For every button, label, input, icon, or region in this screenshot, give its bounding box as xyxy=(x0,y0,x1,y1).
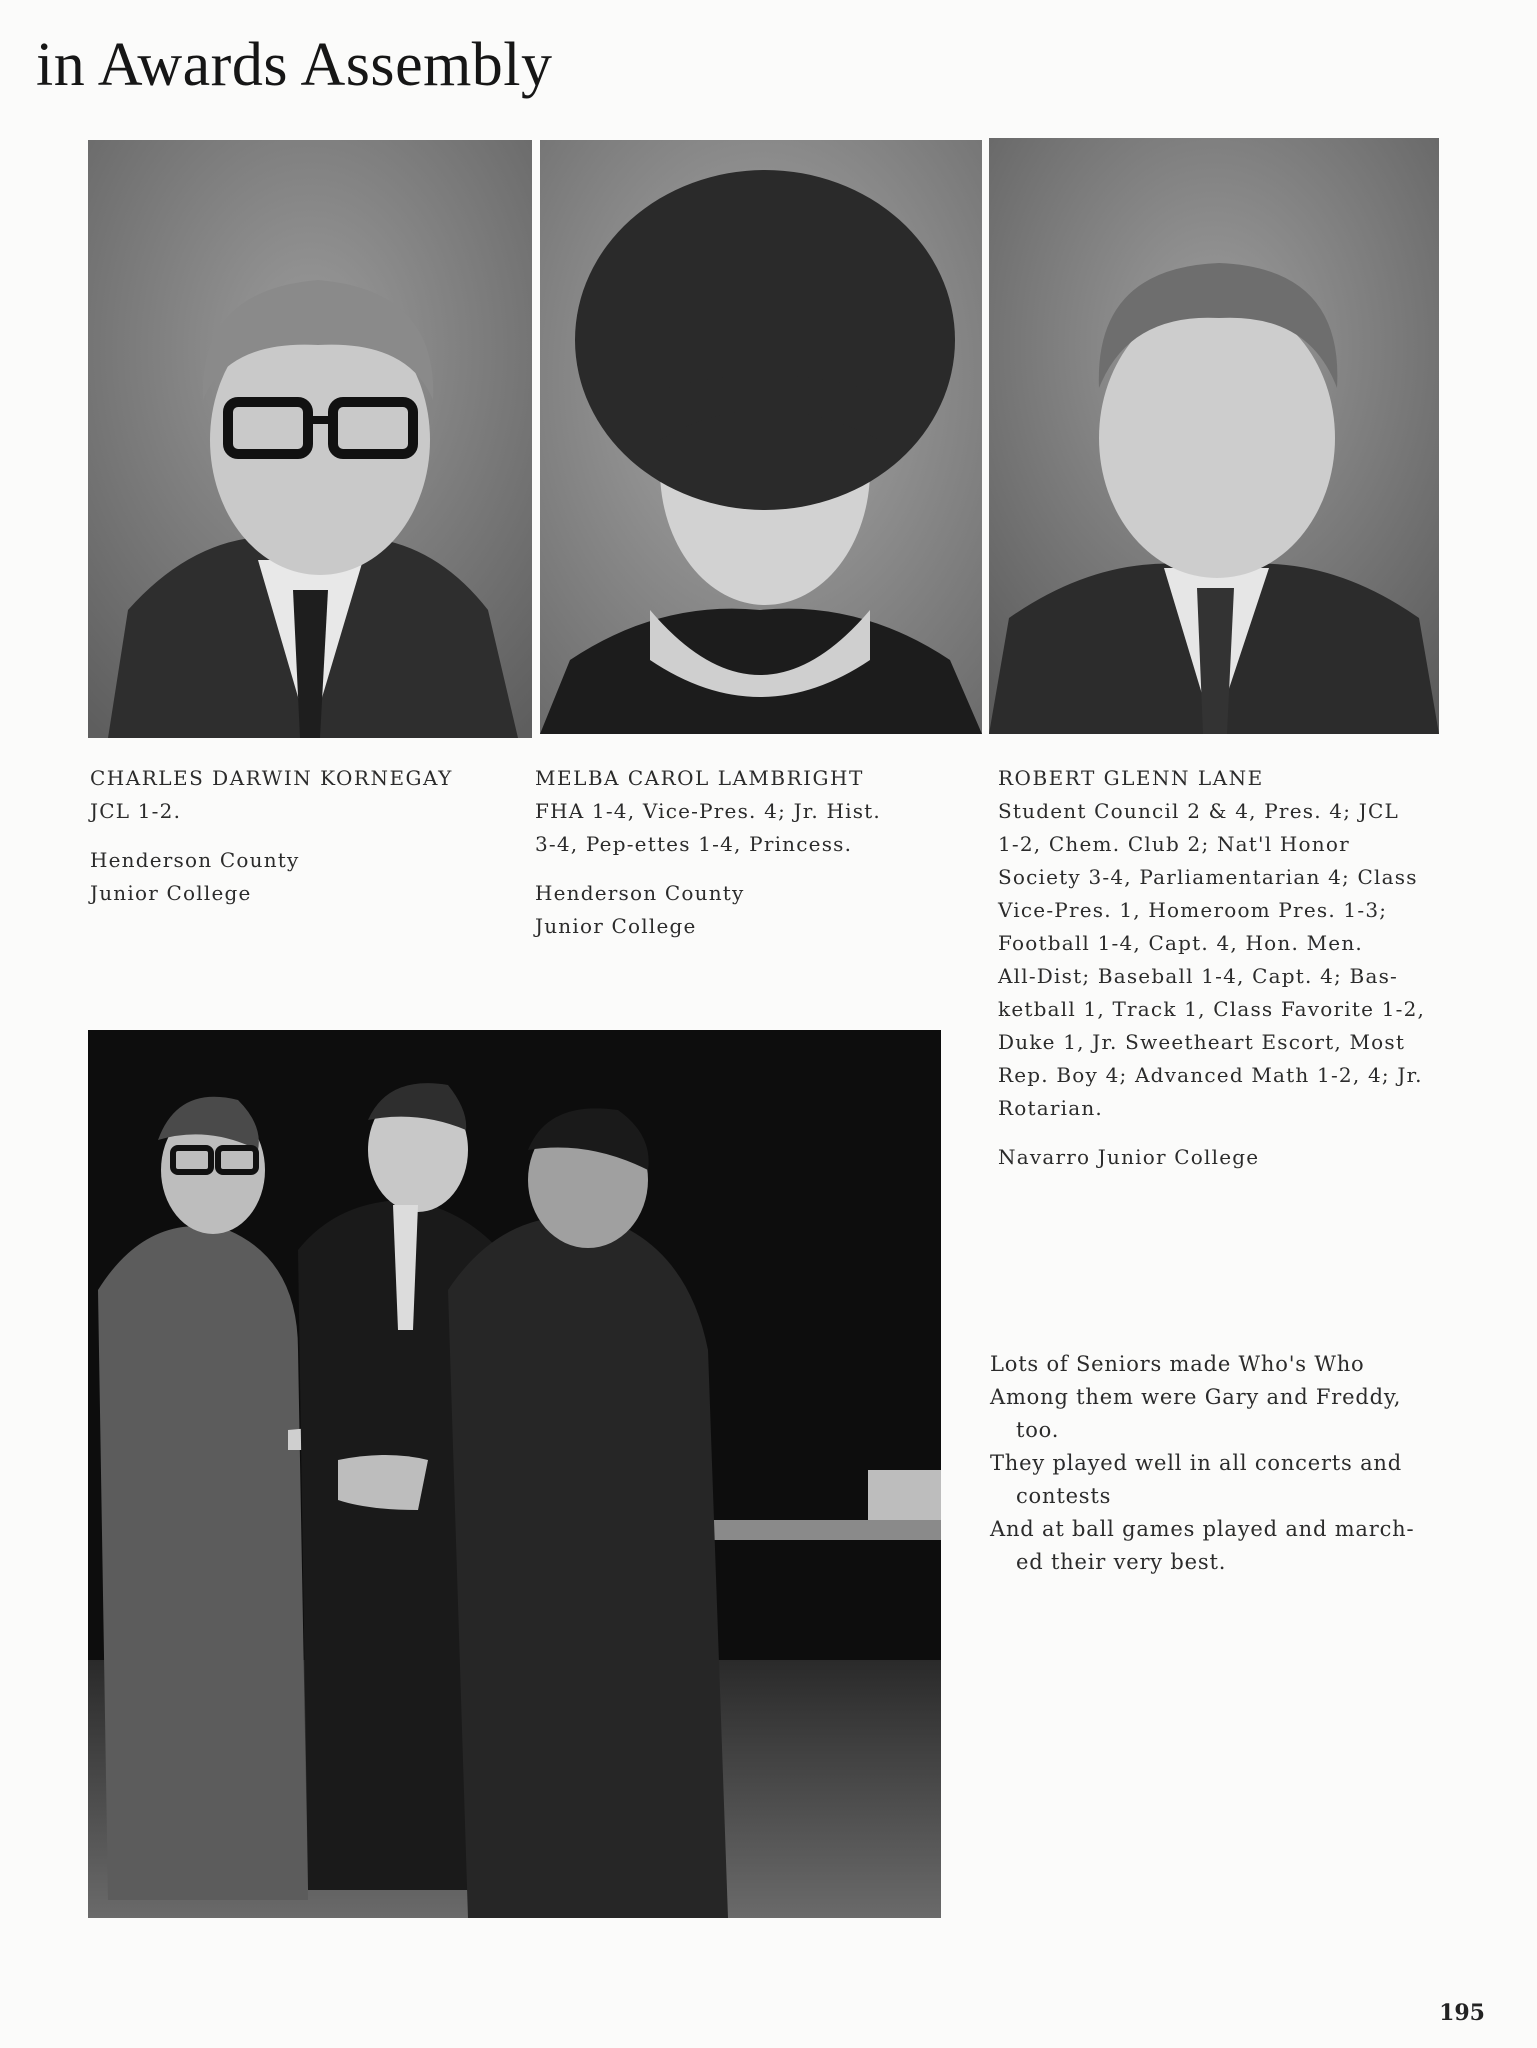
portrait-image xyxy=(88,140,532,738)
poem-line: Lots of Seniors made Who's Who xyxy=(990,1352,1365,1376)
portrait-photo-kornegay xyxy=(88,140,532,738)
page-number: 195 xyxy=(1439,2000,1485,2026)
college-line: Henderson County xyxy=(90,848,300,872)
caption-kornegay xyxy=(90,762,520,910)
student-name: CHARLES DARWIN KORNEGAY xyxy=(90,766,453,790)
student-activities: ketball 1, Track 1, Class Favorite 1-2, xyxy=(998,997,1426,1021)
student-activities: All-Dist; Baseball 1-4, Capt. 4; Bas- xyxy=(998,964,1398,988)
poem-line: And at ball games played and march- xyxy=(990,1517,1415,1541)
caption-lambright xyxy=(535,762,975,943)
assembly-image xyxy=(88,1030,941,1918)
poem-line: contests xyxy=(1016,1484,1112,1508)
page-title: in Awards Assembly xyxy=(36,31,553,99)
student-activities: JCL 1-2. xyxy=(90,799,182,823)
awards-assembly-photo xyxy=(88,1030,941,1918)
poem-line: too. xyxy=(1016,1418,1060,1442)
poem-line: They played well in all concerts and xyxy=(990,1451,1402,1475)
college-line: Junior College xyxy=(90,881,252,905)
student-name: MELBA CAROL LAMBRIGHT xyxy=(535,766,864,790)
portrait-image xyxy=(989,138,1439,734)
poem-line: Among them were Gary and Freddy, xyxy=(990,1385,1402,1409)
college-line: Junior College xyxy=(535,914,697,938)
student-activities: Duke 1, Jr. Sweetheart Escort, Most xyxy=(998,1030,1406,1054)
student-activities: Student Council 2 & 4, Pres. 4; JCL xyxy=(998,799,1399,823)
poem-line: ed their very best. xyxy=(1016,1550,1227,1574)
student-activities: 1-2, Chem. Club 2; Nat'l Honor xyxy=(998,832,1350,856)
portrait-image xyxy=(540,140,982,734)
student-name: ROBERT GLENN LANE xyxy=(998,766,1264,790)
student-activities: Rep. Boy 4; Advanced Math 1-2, 4; Jr. xyxy=(998,1063,1423,1087)
student-activities: Football 1-4, Capt. 4, Hon. Men. xyxy=(998,931,1363,955)
portrait-photo-lane xyxy=(989,138,1439,734)
student-activities: Society 3-4, Parliamentarian 4; Class xyxy=(998,865,1418,889)
caption-poem xyxy=(990,1348,1430,1579)
portrait-photo-lambright xyxy=(540,140,982,734)
caption-lane xyxy=(998,762,1458,1174)
college-line: Navarro Junior College xyxy=(998,1145,1260,1169)
student-activities: 3-4, Pep-ettes 1-4, Princess. xyxy=(535,832,853,856)
college-line: Henderson County xyxy=(535,881,745,905)
student-activities: Vice-Pres. 1, Homeroom Pres. 1-3; xyxy=(998,898,1388,922)
student-activities: Rotarian. xyxy=(998,1096,1103,1120)
student-activities: FHA 1-4, Vice-Pres. 4; Jr. Hist. xyxy=(535,799,881,823)
